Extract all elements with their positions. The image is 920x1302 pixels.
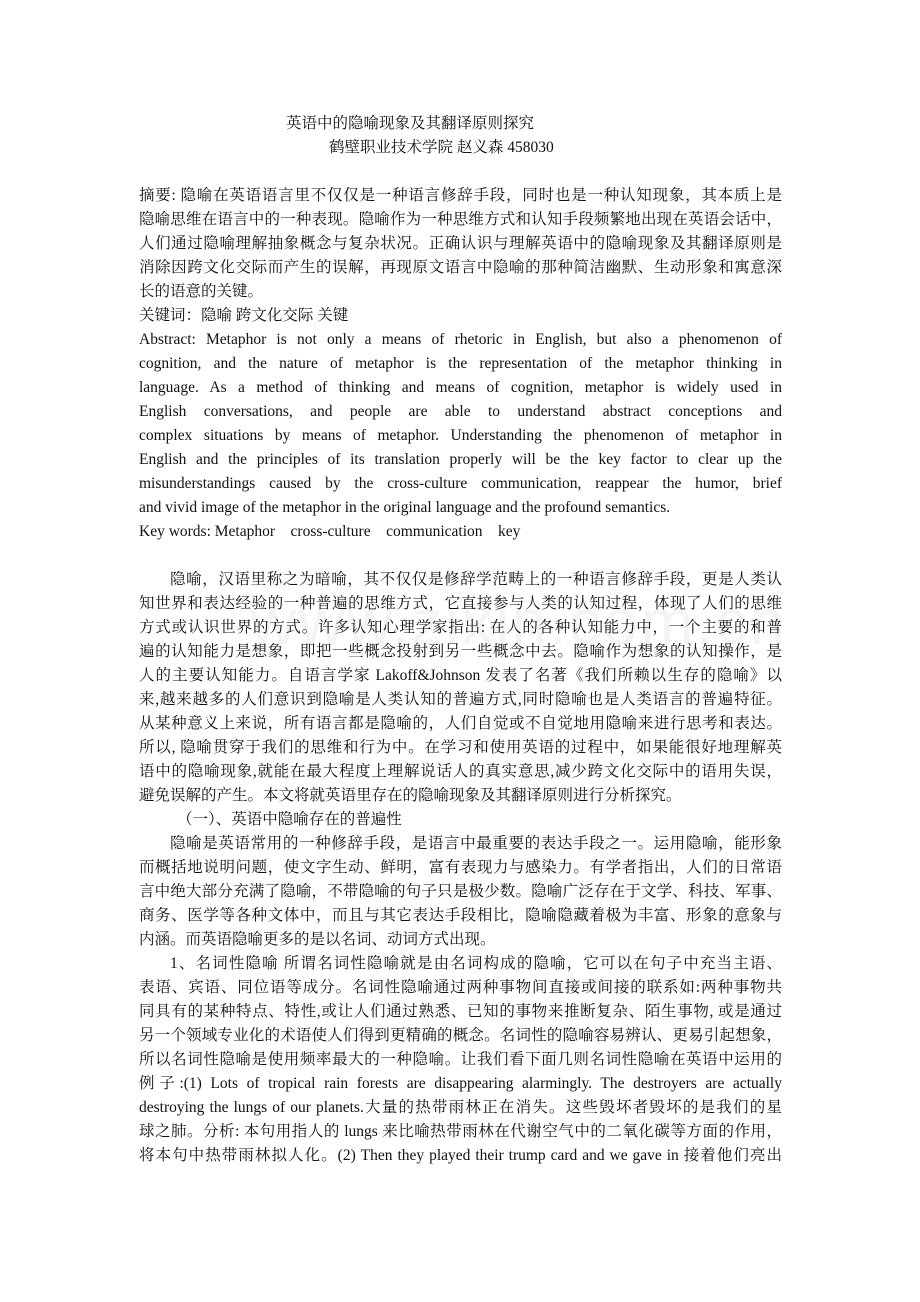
text-line: 另一个领域专业化的术语使人们得到更精确的概念。名词性的隐喻容易辨认、更易引起想象，	[139, 1027, 782, 1044]
text-line: 隐喻是英语常用的一种修辞手段，是语言中最重要的表达手段之一。运用隐喻，能形象	[170, 835, 782, 852]
keywords-en: Key words: Metaphor cross-culture communication key	[139, 523, 521, 540]
text-line: 1、名词性隐喻 所谓名词性隐喻就是由名词构成的隐喻，它可以在句子中充当主语、	[170, 955, 782, 972]
section-heading: （一）、英语中隐喻存在的普遍性	[177, 811, 402, 828]
text-line: 长的语意的关键。	[139, 283, 264, 300]
text-line: 内涵。而英语隐喻更多的是以名词、动词方式出现。	[139, 931, 496, 948]
text-line: 商务、医学等各种文体中，而且与其它表达手段相比，隐喻隐藏着极为丰富、形象的意象与	[139, 907, 782, 924]
keywords-cn: 关键词：隐喻 跨文化交际 关键	[139, 307, 349, 324]
text-line: 将本句中热带雨林拟人化。(2) Then they played their trump card and we gave in 接着他们亮出	[139, 1147, 782, 1164]
text-line: 同具有的某种特点、特性,或让人们通过熟悉、已知的事物来推断复杂、陌生事物, 或是通过	[139, 1003, 782, 1020]
text-line: 从某种意义上来说，所有语言都是隐喻的，人们自觉或不自觉地用隐喻来进行思考和表达。	[139, 715, 782, 732]
text-line: 语中的隐喻现象,就能在最大程度上理解说话人的真实意思,减少跨文化交际中的语用失误，	[139, 763, 782, 780]
document-page	[139, 112, 782, 1168]
document-title: 英语中的隐喻现象及其翻译原则探究	[286, 115, 535, 132]
text-line: 摘要: 隐喻在英语语言里不仅仅是一种语言修辞手段，同时也是一种认知现象，其本质上是	[139, 187, 782, 204]
intro-paragraph	[139, 568, 782, 808]
text-line: 表语、宾语、同位语等成分。名词性隐喻通过两种事物间直接或间接的联系如:两种事物共	[139, 979, 782, 996]
text-line: 所以, 隐喻贯穿于我们的思维和行为中。在学习和使用英语的过程中，如果能很好地理解英	[139, 739, 782, 756]
text-line: 人的主要认知能力。自语言学家 Lakoff&Johnson 发表了名著《我们所赖以生存的隐喻》以	[139, 667, 782, 684]
text-line: 消除因跨文化交际而产生的误解，再现原文语言中隐喻的那种简洁幽默、生动形象和寓意深	[139, 259, 782, 276]
abstract-cn	[139, 184, 782, 304]
noun-metaphor-paragraph	[139, 952, 782, 1168]
section1-paragraph	[139, 832, 782, 952]
text-line: 知世界和表达经验的一种普遍的思维方式，它直接参与人类的认知过程，体现了人们的思维	[139, 595, 782, 612]
text-line: 所以名词性隐喻是使用频率最大的一种隐喻。让我们看下面几则名词性隐喻在英语中运用的	[139, 1051, 782, 1068]
text-line: 而概括地说明问题，使文字生动、鲜明，富有表现力与感染力。有学者指出，人们的日常语	[139, 859, 782, 876]
text-line: 避免误解的产生。本文将就英语里存在的隐喻现象及其翻译原则进行分析探究。	[139, 787, 682, 804]
text-line: cognition, and the nature of metaphor is the representation of the metaphor thinking in	[139, 355, 782, 372]
text-line: 言中绝大部分充满了隐喻，不带隐喻的句子只是极少数。隐喻广泛存在于文学、科技、军事、	[139, 883, 782, 900]
text-line: language. As a method of thinking and means of cognition, metaphor is widely used in	[139, 379, 782, 396]
text-line: and vivid image of the metaphor in the original language and the profound semantics.	[139, 499, 671, 516]
abstract-en	[139, 328, 782, 520]
author-line: 鹤壁职业技术学院 赵义森 458030	[329, 139, 554, 156]
text-line: Abstract: Metaphor is not only a means of rhetoric in English, but also a phenomenon of	[139, 331, 782, 348]
text-line: 隐喻，汉语里称之为暗喻，其不仅仅是修辞学范畴上的一种语言修辞手段，更是人类认	[170, 571, 782, 588]
text-line: 人们通过隐喻理解抽象概念与复杂状况。正确认识与理解英语中的隐喻现象及其翻译原则是	[139, 235, 782, 252]
text-line: 遍的认知能力是想象，即把一些概念投射到另一些概念中去。隐喻作为想象的认知操作，是	[139, 643, 782, 660]
text-line: complex situations by means of metaphor. Understanding the phenomenon of metaphor in	[139, 427, 782, 444]
text-line: 隐喻思维在语言中的一种表现。隐喻作为一种思维方式和认知手段频繁地出现在英语会话中，	[139, 211, 782, 228]
text-line: 球之肺。分析: 本句用指人的 lungs 来比喻热带雨林在代谢空气中的二氧化碳等方面的作用，	[139, 1123, 782, 1140]
text-line: 方式或认识世界的方式。许多认知心理学家指出: 在人的各种认知能力中，一个主要的和普	[139, 619, 782, 636]
text-line: 来,越来越多的人们意识到隐喻是人类认知的普遍方式,同时隐喻也是人类语言的普遍特征。	[139, 691, 782, 708]
text-line: 例子:(1) Lots of tropical rain forests are disappearing alarmingly. The destroyers are actually	[139, 1075, 782, 1092]
text-line: destroying the lungs of our planets.大量的热带雨林正在消失。这些毁坏者毁坏的是我们的星	[139, 1099, 782, 1116]
text-line: English and the principles of its translation properly will be the key factor to clear up the	[139, 451, 782, 468]
text-line: English conversations, and people are able to understand abstract conceptions and	[139, 403, 782, 420]
text-line: misunderstandings caused by the cross-culture communication, reappear the humor, brief	[139, 475, 782, 492]
